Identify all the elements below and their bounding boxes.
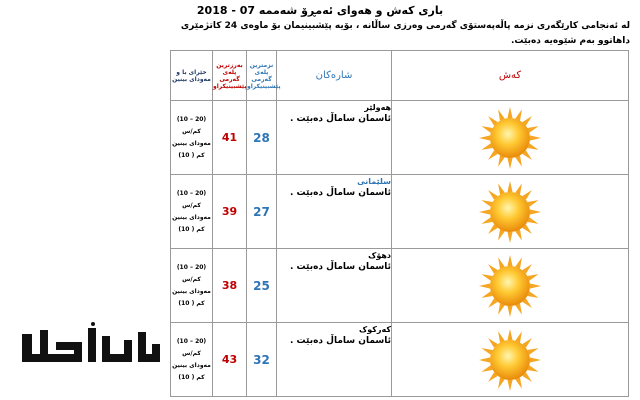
city-cell — [277, 175, 392, 249]
sky-condition: ئاسمان ساماڵ دەبێت . — [289, 188, 391, 198]
visibility-label: مەودای بینین — [172, 139, 211, 147]
table-header-row — [171, 51, 629, 101]
city-name: هەولێر — [364, 103, 391, 112]
sky-condition: ئاسمان ساماڵ دەبێت . — [289, 114, 391, 124]
header-max: بەرزترین پلەی گەرمی پێشبینیکراو — [213, 51, 247, 101]
wind-visibility-cell — [171, 249, 213, 323]
page-title: باری کەش و هەوای ئەمڕۆ شەممە 07 - 2018 — [196, 4, 444, 17]
wind-visibility-cell — [171, 323, 213, 397]
wind-speed: (10 – 20) کم/س — [176, 263, 207, 283]
visibility-value: (10 ) کم — [178, 299, 205, 307]
max-temp: 41 — [213, 101, 247, 175]
sky-condition: ئاسمان ساماڵ دەبێت . — [289, 336, 391, 346]
wind-visibility-cell — [171, 175, 213, 249]
header-sky: کەش — [392, 51, 629, 101]
wind-speed: (10 – 20) کم/س — [176, 189, 207, 209]
city-cell — [277, 323, 392, 397]
min-temp: 28 — [247, 101, 277, 175]
table-row — [171, 249, 629, 323]
sky-condition: ئاسمان ساماڵ دەبێت . — [289, 262, 391, 272]
max-temp: 39 — [213, 175, 247, 249]
sun-icon — [477, 253, 543, 319]
sky-cell — [392, 323, 629, 397]
city-name: دهۆک — [368, 251, 391, 260]
city-name: کەرکوک — [359, 325, 391, 334]
header-wind: خێرای با و مەودای بینین — [171, 51, 213, 101]
max-temp: 43 — [213, 323, 247, 397]
visibility-value: (10 ) کم — [178, 151, 205, 159]
table-row — [171, 101, 629, 175]
wind-visibility-cell — [171, 101, 213, 175]
header-city: شارەکان — [277, 51, 392, 101]
sun-icon — [477, 179, 543, 245]
visibility-label: مەودای بینین — [172, 361, 211, 369]
wind-speed: (10 – 20) کم/س — [176, 115, 207, 135]
golan-logo — [16, 322, 166, 370]
city-name: سلێمانی — [357, 177, 391, 186]
table-row — [171, 323, 629, 397]
sky-cell — [392, 175, 629, 249]
table-row — [171, 175, 629, 249]
city-cell — [277, 249, 392, 323]
visibility-label: مەودای بینین — [172, 213, 211, 221]
visibility-value: (10 ) کم — [178, 373, 205, 381]
weather-table — [170, 50, 629, 397]
min-temp: 32 — [247, 323, 277, 397]
max-temp: 38 — [213, 249, 247, 323]
visibility-value: (10 ) کم — [178, 225, 205, 233]
sun-icon — [477, 327, 543, 393]
visibility-label: مەودای بینین — [172, 287, 211, 295]
sun-icon — [477, 105, 543, 171]
city-cell — [277, 101, 392, 175]
sky-cell — [392, 249, 629, 323]
forecast-intro: لە ئەنجامی کارێگەری نزمە پاڵەپەستۆی گەرمی وەرزی ساڵانە ، بۆیە پێشبینیمان بۆ ماوەی 24 کاتژمێری داهاتوو بەم شێوەیە دەبێت. — [180, 21, 630, 46]
sky-cell — [392, 101, 629, 175]
min-temp: 27 — [247, 175, 277, 249]
min-temp: 25 — [247, 249, 277, 323]
wind-speed: (10 – 20) کم/س — [176, 337, 207, 357]
header-min: نزمترین پلەی گەرمی پێشبینیکراو — [247, 51, 277, 101]
